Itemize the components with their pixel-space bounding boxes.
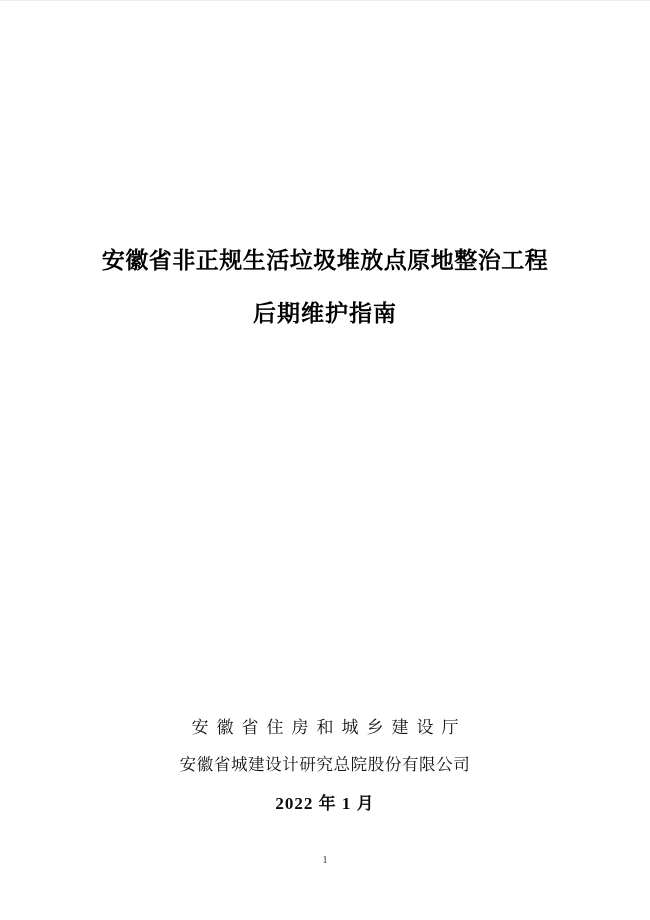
page-number: 1	[322, 854, 328, 866]
publication-date: 2022 年 1 月	[275, 794, 375, 813]
document-title-line-1: 安徽省非正规生活垃圾堆放点原地整治工程	[101, 247, 549, 273]
document-title-line-2: 后期维护指南	[253, 300, 397, 326]
publisher-organization-secondary: 安徽省城建设计研究总院股份有限公司	[179, 755, 471, 774]
publisher-organization-primary: 安徽省住房和城乡建设厅	[191, 718, 467, 737]
